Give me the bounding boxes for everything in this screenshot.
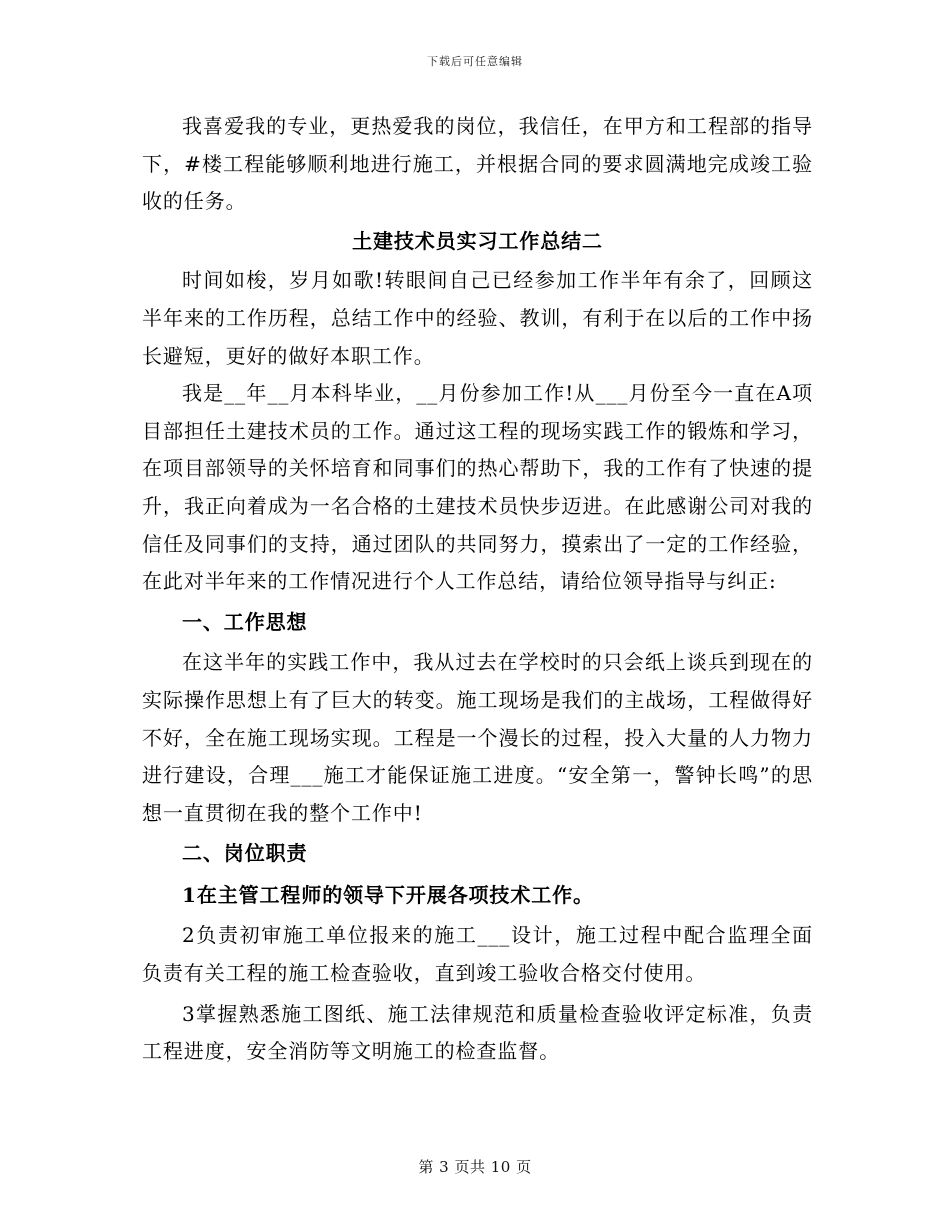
duty-item-3: 3掌握熟悉施工图纸、施工法律规范和质量检查验收评定标准，负责工程进度，安全消防等文明施工的检查监督。	[142, 1001, 813, 1064]
document-body	[142, 108, 813, 1071]
duty-item-2: 2负责初审施工单位报来的施工___设计，施工过程中配合监理全面负责有关工程的施工检查验收，直到竣工验收合格交付使用。	[142, 923, 813, 986]
paragraph-2: 我是__年__月本科毕业，__月份参加工作!从___月份至今一直在A项目部担任土建技术员的工作。通过这工程的现场实践工作的锻炼和学习，在项目部领导的关怀培育和同事们的热心帮助下，我的工作有了快速的提升，我正向着成为一名合格的土建技术员快步迈进。在此感谢公司对我的信任及同事们的支持，通过团队的共同努力，摸索出了一定的工作经验，在此对半年来的工作情况进行个人工作总结，请给位领导指导与纠正:	[142, 381, 813, 594]
paragraph-1: 时间如梭，岁月如歌!转眼间自己已经参加工作半年有余了，回顾这半年来的工作历程，总结工作中的经验、教训，有利于在以后的工作中扬长避短，更好的做好本职工作。	[142, 268, 813, 368]
heading-job-duties: 二、岗位职责	[182, 841, 308, 866]
page-header: 下载后可任意编辑	[427, 55, 523, 68]
heading-work-thought: 一、工作思想	[182, 609, 308, 634]
paragraph-3: 在这半年的实践工作中，我从过去在学校时的只会纸上谈兵到现在的实际操作思想上有了巨大的转变。施工现场是我们的主战场，工程做得好不好，全在施工现场实现。工程是一个漫长的过程，投入大量的人力物力进行建设，合理___施工才能保证施工进度。“安全第一，警钟长鸣”的思想一直贯彻在我的整个工作中!	[142, 650, 813, 825]
intro-paragraph: 我喜爱我的专业，更热爱我的岗位，我信任，在甲方和工程部的指导下，#楼工程能够顺利地进行施工，并根据合同的要求圆满地完成竣工验收的任务。	[142, 114, 813, 214]
page-number: 第 3 页共 10 页	[418, 1158, 532, 1176]
section-title: 土建技术员实习工作总结二	[352, 228, 603, 253]
duty-item-1: 1在主管工程师的领导下开展各项技术工作。	[182, 882, 594, 907]
